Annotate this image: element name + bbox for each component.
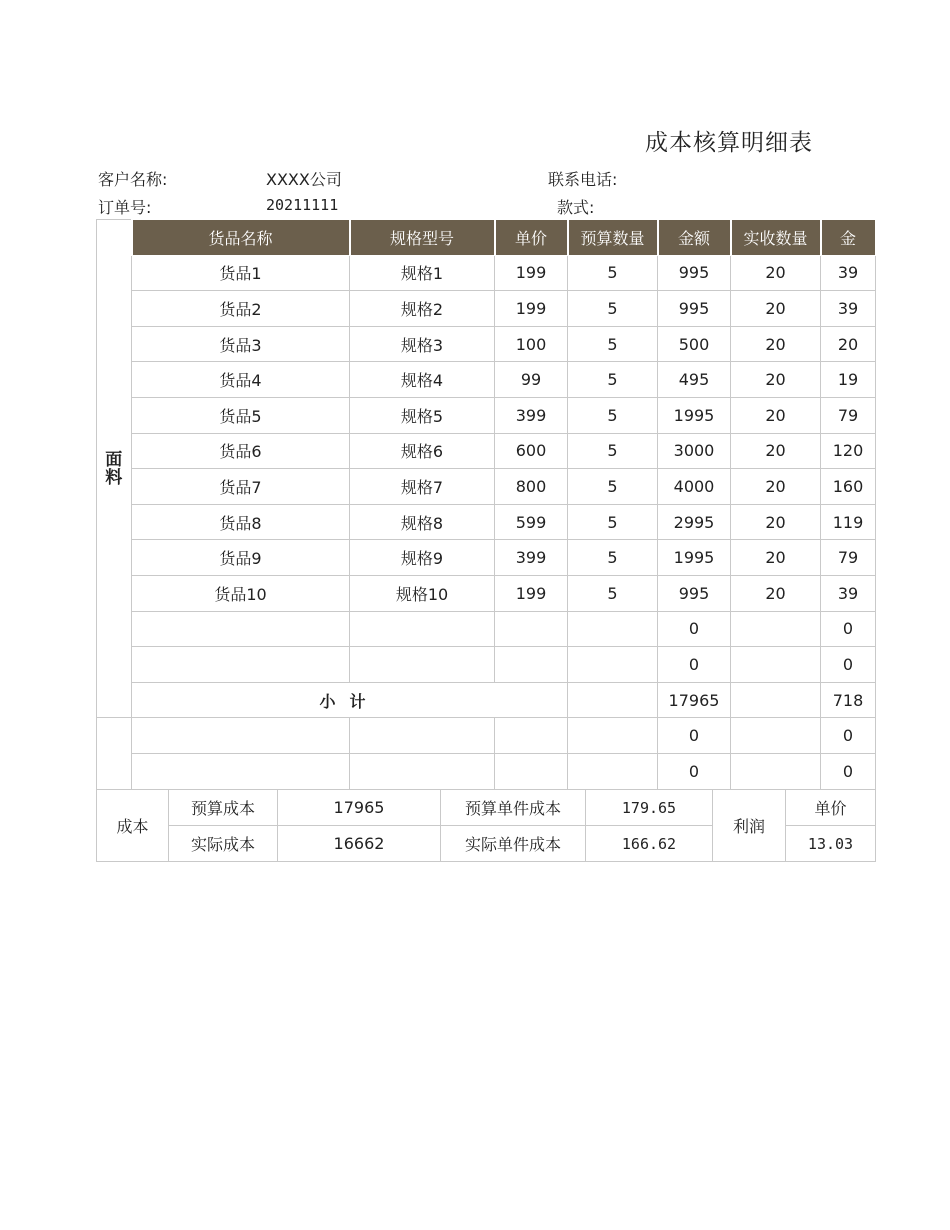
cell-amount-2: 19 <box>821 362 876 398</box>
header-price: 单价 <box>495 220 568 256</box>
budget-cost-label: 预算成本 <box>169 790 278 826</box>
cell-name: 货品2 <box>132 291 350 327</box>
cell-amount: 0 <box>658 718 731 754</box>
cell-amount-2: 0 <box>821 611 876 647</box>
order-value: 20211111 <box>266 196 339 214</box>
table-row <box>97 397 876 433</box>
cell-name: 货品6 <box>132 433 350 469</box>
cell-amount: 2995 <box>658 504 731 540</box>
cell-budget-qty: 5 <box>568 397 658 433</box>
cost-label: 成本 <box>97 790 169 862</box>
subtotal-amount: 17965 <box>658 682 731 718</box>
cell-price: 99 <box>495 362 568 398</box>
actual-unit-cost-value: 166.62 <box>586 826 713 862</box>
section-fabric: 面料 <box>97 220 132 718</box>
cell-name: 货品10 <box>132 575 350 611</box>
cell-name <box>132 647 350 683</box>
cell-amount-2: 120 <box>821 433 876 469</box>
table-row <box>97 433 876 469</box>
cell-actual-qty: 20 <box>731 433 821 469</box>
cell-budget-qty <box>568 753 658 789</box>
cell-amount-2: 79 <box>821 397 876 433</box>
cell-budget-qty: 5 <box>568 575 658 611</box>
table-row <box>97 255 876 291</box>
cell-price: 100 <box>495 326 568 362</box>
header-row <box>97 220 876 256</box>
cell-price: 199 <box>495 575 568 611</box>
cell-amount: 995 <box>658 255 731 291</box>
cell-name <box>132 611 350 647</box>
cell-name: 货品4 <box>132 362 350 398</box>
cell-spec <box>350 753 495 789</box>
section-blank <box>97 718 132 789</box>
cell-price: 599 <box>495 504 568 540</box>
subtotal-amount-2: 718 <box>821 682 876 718</box>
cell-actual-qty: 20 <box>731 326 821 362</box>
cell-amount: 995 <box>658 575 731 611</box>
unit-price-value: 13.03 <box>786 826 876 862</box>
header-spec: 规格型号 <box>350 220 495 256</box>
cell-spec: 规格2 <box>350 291 495 327</box>
cell-budget-qty <box>568 647 658 683</box>
cell-amount: 1995 <box>658 397 731 433</box>
cell-spec: 规格8 <box>350 504 495 540</box>
budget-unit-cost-label: 预算单件成本 <box>441 790 586 826</box>
customer-label: 客户名称: <box>98 170 168 189</box>
cell-spec <box>350 647 495 683</box>
subtotal-row <box>97 682 876 718</box>
cell-amount-2: 0 <box>821 718 876 754</box>
cell-amount-2: 79 <box>821 540 876 576</box>
cell-spec: 规格9 <box>350 540 495 576</box>
cell-name: 货品9 <box>132 540 350 576</box>
cell-price <box>495 718 568 754</box>
subtotal-label: 小计 <box>132 682 568 718</box>
cell-spec: 规格6 <box>350 433 495 469</box>
phone-label: 联系电话: <box>548 170 618 189</box>
cell-amount-2: 0 <box>821 753 876 789</box>
empty-row <box>97 718 876 754</box>
cell-amount: 495 <box>658 362 731 398</box>
actual-unit-cost-label: 实际单件成本 <box>441 826 586 862</box>
cell-spec <box>350 611 495 647</box>
cell-spec <box>350 718 495 754</box>
cell-actual-qty <box>731 611 821 647</box>
cell-budget-qty: 5 <box>568 469 658 505</box>
cell-price: 600 <box>495 433 568 469</box>
cell-spec: 规格3 <box>350 326 495 362</box>
cell-amount: 4000 <box>658 469 731 505</box>
cell-actual-qty <box>731 753 821 789</box>
cell-actual-qty: 20 <box>731 362 821 398</box>
cell-amount-2: 0 <box>821 647 876 683</box>
header-amount-2: 金 <box>821 220 876 256</box>
page-title: 成本核算明细表 <box>645 130 813 156</box>
header-budget-qty: 预算数量 <box>568 220 658 256</box>
table-row <box>97 326 876 362</box>
budget-unit-cost-value: 179.65 <box>586 790 713 826</box>
cell-actual-qty: 20 <box>731 504 821 540</box>
cell-spec: 规格10 <box>350 575 495 611</box>
cell-spec: 规格7 <box>350 469 495 505</box>
cell-name <box>132 753 350 789</box>
cell-name: 货品1 <box>132 255 350 291</box>
profit-label: 利润 <box>713 790 786 862</box>
cell-name: 货品7 <box>132 469 350 505</box>
cell-spec: 规格5 <box>350 397 495 433</box>
table-row <box>97 575 876 611</box>
cell-name <box>132 718 350 754</box>
cell-price <box>495 753 568 789</box>
cell-name: 货品8 <box>132 504 350 540</box>
cell-actual-qty: 20 <box>731 469 821 505</box>
cell-amount-2: 160 <box>821 469 876 505</box>
header-amount: 金额 <box>658 220 731 256</box>
cell-name: 货品5 <box>132 397 350 433</box>
cell-amount-2: 39 <box>821 575 876 611</box>
cell-budget-qty <box>568 611 658 647</box>
cell-price <box>495 611 568 647</box>
cell-budget-qty: 5 <box>568 504 658 540</box>
table-row <box>97 469 876 505</box>
cell-budget-qty: 5 <box>568 540 658 576</box>
cell-amount-2: 119 <box>821 504 876 540</box>
actual-cost-label: 实际成本 <box>169 826 278 862</box>
cell-actual-qty <box>731 647 821 683</box>
table-row <box>97 362 876 398</box>
cell-amount: 0 <box>658 611 731 647</box>
table-row <box>97 540 876 576</box>
cell-budget-qty: 5 <box>568 433 658 469</box>
cell-amount-2: 20 <box>821 326 876 362</box>
empty-row <box>97 753 876 789</box>
cell-budget-qty: 5 <box>568 326 658 362</box>
cost-summary-table <box>96 789 876 862</box>
cell-spec: 规格4 <box>350 362 495 398</box>
header-name: 货品名称 <box>132 220 350 256</box>
subtotal-blank <box>568 682 658 718</box>
cell-spec: 规格1 <box>350 255 495 291</box>
budget-cost-value: 17965 <box>278 790 441 826</box>
cell-amount: 3000 <box>658 433 731 469</box>
order-label: 订单号: <box>98 198 152 217</box>
cell-price: 199 <box>495 255 568 291</box>
table-row <box>97 504 876 540</box>
cell-budget-qty: 5 <box>568 255 658 291</box>
cell-actual-qty: 20 <box>731 255 821 291</box>
detail-table <box>96 219 877 790</box>
cell-price: 399 <box>495 540 568 576</box>
header-actual-qty: 实收数量 <box>731 220 821 256</box>
table-row <box>97 291 876 327</box>
cell-budget-qty <box>568 718 658 754</box>
cell-amount-2: 39 <box>821 291 876 327</box>
cell-amount: 500 <box>658 326 731 362</box>
cell-actual-qty: 20 <box>731 575 821 611</box>
cell-amount: 0 <box>658 753 731 789</box>
subtotal-blank-2 <box>731 682 821 718</box>
cell-price: 199 <box>495 291 568 327</box>
cell-actual-qty: 20 <box>731 397 821 433</box>
cell-amount-2: 39 <box>821 255 876 291</box>
cell-amount: 0 <box>658 647 731 683</box>
empty-row <box>97 611 876 647</box>
empty-row <box>97 647 876 683</box>
style-label: 款式: <box>557 198 595 217</box>
cell-actual-qty: 20 <box>731 540 821 576</box>
actual-cost-value: 16662 <box>278 826 441 862</box>
cell-amount: 995 <box>658 291 731 327</box>
cell-budget-qty: 5 <box>568 362 658 398</box>
cost-sheet <box>96 219 864 862</box>
cell-name: 货品3 <box>132 326 350 362</box>
cell-price <box>495 647 568 683</box>
cell-price: 399 <box>495 397 568 433</box>
cell-budget-qty: 5 <box>568 291 658 327</box>
unit-price-label: 单价 <box>786 790 876 826</box>
cell-actual-qty: 20 <box>731 291 821 327</box>
cell-price: 800 <box>495 469 568 505</box>
customer-value: XXXX公司 <box>266 170 342 189</box>
cell-actual-qty <box>731 718 821 754</box>
cell-amount: 1995 <box>658 540 731 576</box>
